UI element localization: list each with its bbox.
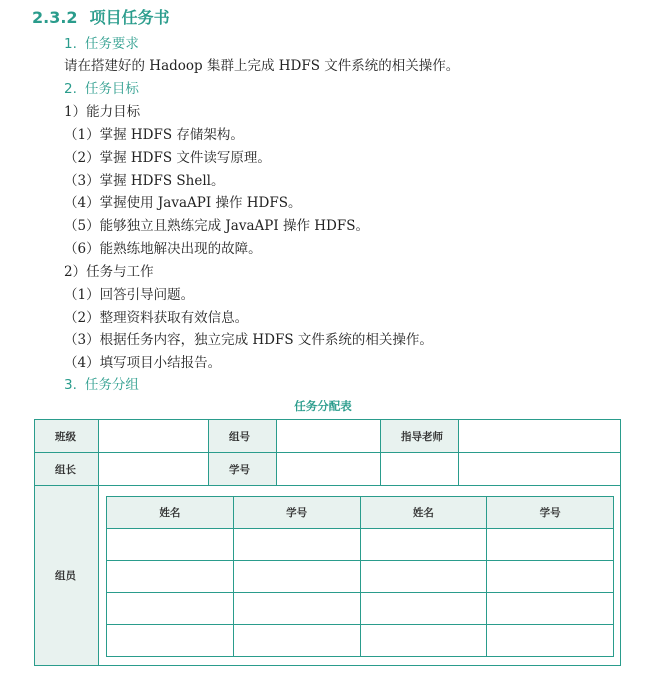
- member-name-field[interactable]: [107, 593, 234, 625]
- member-name-field[interactable]: [360, 529, 487, 561]
- member-id-field[interactable]: [233, 561, 360, 593]
- requirements-number: 1.: [64, 36, 77, 52]
- member-name-field[interactable]: [360, 625, 487, 657]
- leader-student-id-field[interactable]: [277, 453, 381, 486]
- members-table: [106, 496, 614, 657]
- blank-cell[interactable]: [459, 453, 621, 486]
- member-id-field[interactable]: [233, 625, 360, 657]
- group-number-field[interactable]: [277, 420, 381, 453]
- work-item: （2）整理资料获取有效信息。: [64, 310, 249, 326]
- member-row: [107, 593, 614, 625]
- members-area: [99, 486, 621, 666]
- member-id-field[interactable]: [233, 529, 360, 561]
- member-name-field[interactable]: [360, 561, 487, 593]
- requirements-heading: [64, 32, 139, 52]
- advisor-label: 指导老师: [381, 420, 459, 453]
- leader-field[interactable]: [99, 453, 209, 486]
- ability-item: （4）掌握使用 JavaAPI 操作 HDFS。: [64, 195, 302, 211]
- ability-heading: 1）能力目标: [64, 104, 141, 120]
- member-name-header: 姓名: [107, 497, 234, 529]
- grouping-title: 任务分组: [84, 377, 139, 393]
- member-id-field[interactable]: [487, 529, 614, 561]
- member-name-field[interactable]: [360, 593, 487, 625]
- grouping-heading: [64, 373, 139, 393]
- ability-item: （3）掌握 HDFS Shell。: [64, 173, 225, 189]
- class-field[interactable]: [99, 420, 209, 453]
- ability-item: （5）能够独立且熟练完成 JavaAPI 操作 HDFS。: [64, 218, 369, 234]
- table-caption: 任务分配表: [294, 399, 352, 413]
- member-id-field[interactable]: [233, 593, 360, 625]
- blank-cell[interactable]: [381, 453, 459, 486]
- member-name-field[interactable]: [107, 561, 234, 593]
- member-row: [107, 625, 614, 657]
- assignment-table: [34, 419, 621, 666]
- requirements-title: 任务要求: [84, 36, 139, 52]
- requirements-text: 请在搭建好的 Hadoop 集群上完成 HDFS 文件系统的相关操作。: [64, 58, 460, 74]
- work-heading: 2）任务与工作: [64, 264, 154, 280]
- member-id-header: 学号: [233, 497, 360, 529]
- member-id-header: 学号: [487, 497, 614, 529]
- ability-item: （2）掌握 HDFS 文件读写原理。: [64, 150, 271, 166]
- section-heading: [32, 5, 170, 28]
- section-number: 2.3.2: [32, 8, 78, 27]
- grouping-number: 3.: [64, 377, 77, 393]
- work-item: （4）填写项目小结报告。: [64, 355, 222, 371]
- group-number-label: 组号: [209, 420, 277, 453]
- goals-number: 2.: [64, 81, 77, 97]
- member-name-field[interactable]: [107, 625, 234, 657]
- member-id-field[interactable]: [487, 593, 614, 625]
- ability-item: （6）能熟练地解决出现的故障。: [64, 241, 262, 257]
- work-item: （3）根据任务内容，独立完成 HDFS 文件系统的相关操作。: [64, 332, 433, 348]
- member-id-field[interactable]: [487, 561, 614, 593]
- goals-title: 任务目标: [84, 81, 139, 97]
- member-row: [107, 529, 614, 561]
- advisor-field[interactable]: [459, 420, 621, 453]
- ability-item: （1）掌握 HDFS 存储架构。: [64, 127, 244, 143]
- member-row: [107, 561, 614, 593]
- member-name-field[interactable]: [107, 529, 234, 561]
- leader-student-id-label: 学号: [209, 453, 277, 486]
- member-id-field[interactable]: [487, 625, 614, 657]
- goals-heading: [64, 77, 139, 97]
- members-label: 组员: [35, 486, 99, 666]
- section-title: 项目任务书: [89, 8, 170, 27]
- class-label: 班级: [35, 420, 99, 453]
- leader-label: 组长: [35, 453, 99, 486]
- member-name-header: 姓名: [360, 497, 487, 529]
- work-item: （1）回答引导问题。: [64, 287, 195, 303]
